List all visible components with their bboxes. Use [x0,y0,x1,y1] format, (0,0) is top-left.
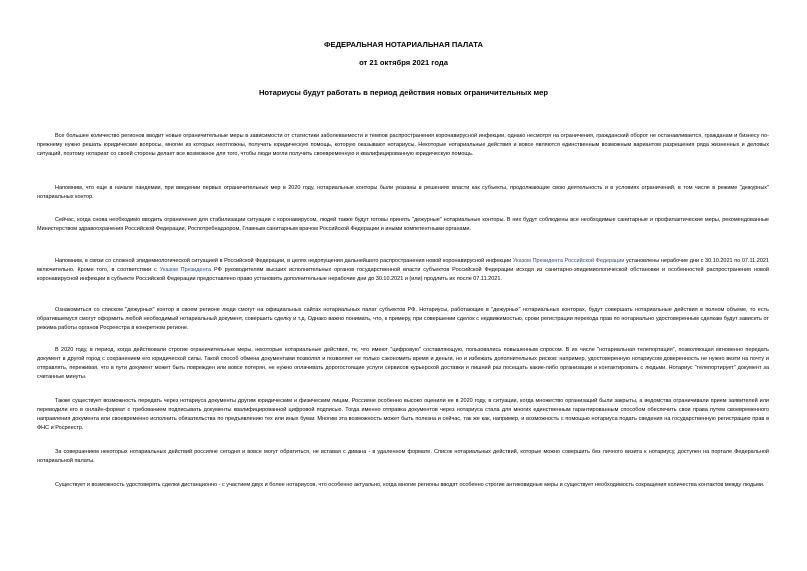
organization-heading: ФЕДЕРАЛЬНАЯ НОТАРИАЛЬНАЯ ПАЛАТА [324,40,483,49]
paragraph-4-text-b: установлены нерабочие дни с 30.10.2021 по 07.11.2021 включительно. Кроме того, в соответствии с [37,257,769,273]
presidential-decree-link-2[interactable]: Указом Президента [159,266,212,273]
paragraph-9: Существует и возможность удостоверять сделки дистанционно - с участием двух и более нотариусов, что особенно актуально, когда многие регионы вводят особенно строгие антиковидные меры и существует необходимость сокращения количества контактов между людьми. [55,481,765,488]
paragraph-3: Сейчас, когда снова необходимо вводить ограничения для стабилизации ситуации с коронавирусом, людей также будут готовы принять "дежурные" нотариальные конторы. В них будут соблюдены все необходимые санитарные и профилактические меры, рекомендованные Министерством здравоохранения Российской Федерации, Роспотребнадзором, Главным санитарным врачом Российской Федерации и иными компетентными органами. [37,216,769,232]
paragraph-7: Также существует возможность передать через нотариуса документы другим юридическим и физическим лицам. Россияне особенно высоко оценили ее в 2020 году, в ситуации, когда множество организаций были закрыты, а ведомства ограничивали прием заявителей или переводили его в онлайн-формат с требованием подписывать документы квалифицированной цифровой подписью. Тогда именно отправка документов через нотариуса стала для многих единственным гарантированным способом обеспечить свои права путем своевременного направления документа или своевременно исполнить обязательства по предъявлению тех или иных бумаг. Многим эта возможность может быть полезна и сейчас, так же как, например, и возможность с помощью нотариуса подать сведения на государственную регистрацию прав в ФНС и Росреестр. [37,397,769,432]
paragraph-4-text-c: РФ руководителям высших исполнительных органов государственной власти субъектов Российской Федерации исходя из санитарно-эпидемиологической обстановки и особенностей распространения новой коронавирусной инфекции в субъекте Российской Федерации предоставлено право установить дополнительные нерабочие дни до 30.10.2021 и (или) продлить их после 07.11.2021. [37,266,769,282]
document-title: Нотариусы будут работать в период действия новых ограничительных мер [258,88,549,97]
paragraph-4-text-a: Напомним, в связи со сложной эпидемиологической ситуацией в Российской Федерации, в целях недопущения дальнейшего распространения новой коронавирусной инфекции [55,257,513,264]
paragraph-6: В 2020 году, в период, когда действовали строгие ограничительные меры, некоторые нотариальные действия, те, что имеют "цифровую" составляющую, пользовались повышенным спросом. В их числе "нотариальная телепортация", позволяющая мгновенно передать документ в другой город с сохранением его юридической силы. Такой способ обмена документами позволял и позволяет не только сэкономить время и деньги, но и избежать дополнительных рисков: например, удостоверенную нотариусом доверенность не нужно везти на почту и отправлять, переживая, что в пути документ может быть поврежден или вовсе потерян, не нужно оплачивать дорогостоящие услуги сервисов курьерской доставки и лишний раз посещать какие-либо организации и контактировать с людьми. Нотариус "телепортирует" документ за считанные минуты. [37,346,769,381]
paragraph-1: Все большее количество регионов вводит новые ограничительные меры в зависимости от статистики заболеваемости и темпов распространения коронавирусной инфекции, однако несмотря на ограничения, гражданский оборот не останавливается, гражданам и бизнесу по-прежнему нужно решать юридические вопросы, многие из которых неотложны, получать юридическую помощь, которую оказывают нотариусы. Некоторые нотариальные действия и вовсе являются единственным возможным вариантом разрешения ряда жизненных и деловых ситуаций, поэтому нотариат со своей стороны делает все возможное для того, чтобы люди могли получить своевременную и квалифицированную юридическую помощь. [37,132,769,157]
paragraph-8: За совершением некоторых нотариальных действий россияне сегодня и вовсе могут обратиться, не вставая с дивана - в удаленном формате. Список нотариальных действий, которые можно совершить без личного визита к нотариусу, доступен на портале Федеральной нотариальной палаты. [37,448,769,464]
date-line: от 21 октября 2021 года [359,58,448,67]
paragraph-4 [37,257,769,285]
paragraph-5: Ознакомиться со списком "дежурных" контор в своем регионе люди смогут на официальных сайтах нотариальных палат субъектов РФ. Нотариусы, работающие в "дежурных" нотариальных конторах, будут совершать нотариальные действия в полном объеме, то есть обратившемуся смогут оформить любой необходимый нотариальный документ, совершить сделку и т.д. Однако важно понимать, что, к примеру, при совершении сделок с недвижимостью, сроки регистрации перехода прав по нотариально удостоверенным сделкам будут зависеть от режима работы органов Росреестра в конкретном регионе. [37,306,769,331]
presidential-decree-link[interactable]: Указом Президента Российской Федерации [512,257,625,264]
paragraph-2: Напомним, что еще в начале пандемии, при введении первых ограничительных мер в 2020 году, нотариальные конторы были указаны в решениях власти как субъекты, продолжающие свою деятельность и в условиях ограничений, в том числе в режиме "дежурных" нотариальных контор. [37,184,769,200]
